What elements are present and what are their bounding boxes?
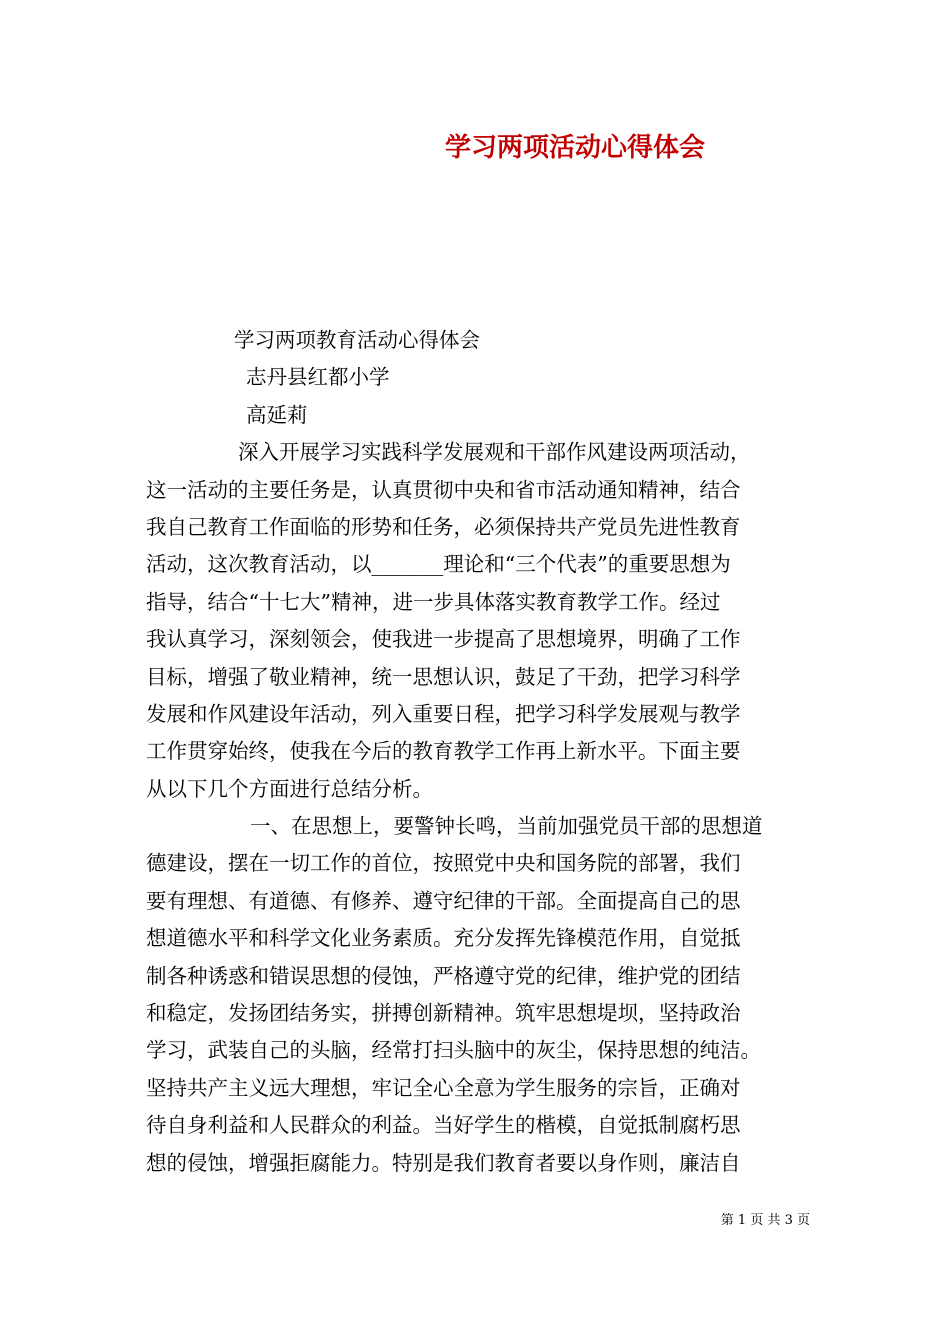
paragraph-line: 想道德水平和科学文化业务素质。充分发挥先锋模范作用，自觉抵 (146, 926, 741, 951)
paragraph-line: 德建设，摆在一切工作的首位，按照党中央和国务院的部署，我们 (146, 851, 741, 876)
paragraph-line: 深入开展学习实践科学发展观和干部作风建设两项活动， (238, 440, 751, 465)
paragraph-1 (146, 434, 822, 808)
paragraph-line: 和稳定，发扬团结务实，拼搏创新精神。筑牢思想堤坝，坚持政治 (146, 1001, 741, 1026)
paragraph-line: 指导，结合“十七大”精神，进一步具体落实教育教学工作。经过 (146, 589, 721, 614)
paragraph-2 (146, 808, 822, 1182)
paragraph-line: 我认真学习，深刻领会，使我进一步提高了思想境界，明确了工作 (146, 627, 741, 652)
page-number: 第 1 页 共 3 页 (720, 1213, 810, 1228)
paragraph-line: 制各种诱惑和错误思想的侵蚀，严格遵守党的纪律，维护党的团结 (146, 963, 741, 988)
author-name: 高延莉 (246, 402, 308, 427)
paragraph-line: 工作贯穿始终，使我在今后的教育教学工作再上新水平。下面主要 (146, 739, 741, 764)
document-body (146, 322, 822, 1182)
document-subtitle: 学习两项教育活动心得体会 (234, 328, 480, 352)
paragraph-line: 一、在思想上，要警钟长鸣，当前加强党员干部的思想道 (250, 814, 763, 839)
paragraph-line: 目标，增强了敬业精神，统一思想认识，鼓足了干劲，把学习科学 (146, 664, 741, 689)
paragraph-line: 活动，这次教育活动，以_______理论和“三个代表”的重要思想为 (146, 552, 731, 577)
paragraph-line: 想的侵蚀，增强拒腐能力。特别是我们教育者要以身作则，廉洁自 (146, 1150, 741, 1175)
paragraph-line: 学习，武装自己的头脑，经常打扫头脑中的灰尘，保持思想的纯洁。 (146, 1038, 761, 1063)
paragraph-line: 待自身利益和人民群众的利益。当好学生的楷模，自觉抵制腐朽思 (146, 1113, 741, 1138)
paragraph-line: 坚持共产主义远大理想，牢记全心全意为学生服务的宗旨，正确对 (146, 1075, 741, 1100)
paragraph-line: 我自己教育工作面临的形势和任务，必须保持共产党员先进性教育 (146, 514, 741, 539)
paragraph-line: 这一活动的主要任务是，认真贯彻中央和省市活动通知精神，结合 (146, 477, 741, 502)
paragraph-line: 发展和作风建设年活动，列入重要日程，把学习科学发展观与教学 (146, 701, 741, 726)
document-title: 学习两项活动心得体会 (444, 133, 705, 163)
paragraph-line: 要有理想、有道德、有修养、遵守纪律的干部。全面提高自己的思 (146, 888, 741, 913)
school-name: 志丹县红都小学 (246, 365, 390, 390)
paragraph-line: 从以下几个方面进行总结分析。 (146, 776, 433, 801)
